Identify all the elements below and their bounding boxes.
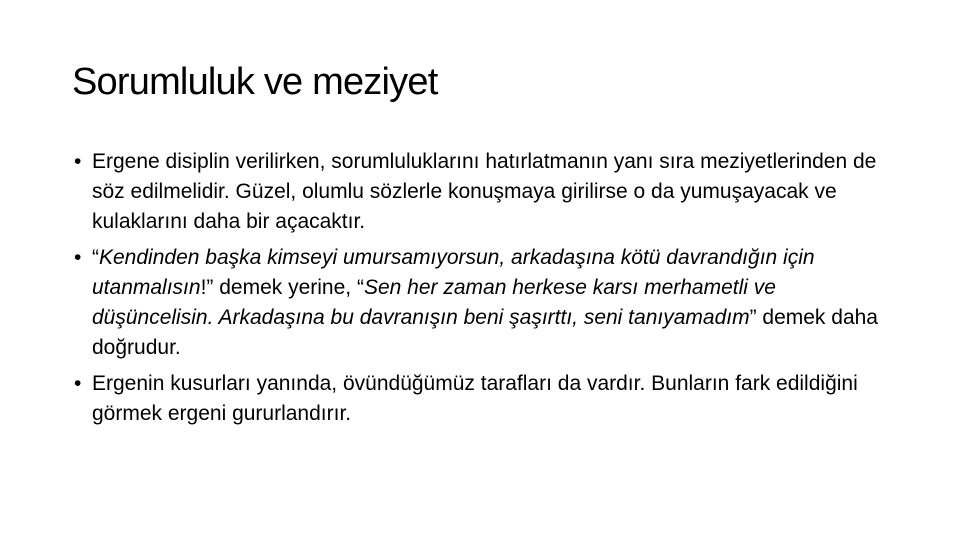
bullet-list: [72, 147, 902, 435]
bullet-italic-quote: Kendinden başka kimseyi umursamıyorsun, arkadaşına kötü davrandığın için utanmalısın: [92, 246, 815, 299]
bullet-text-segment: ” demek daha doğrudur.: [92, 306, 878, 359]
bullet-item: [72, 369, 902, 429]
bullet-text: [92, 246, 878, 359]
bullet-item: [72, 243, 902, 363]
bullet-dot-icon: •: [74, 246, 82, 269]
bullet-dot-icon: •: [74, 150, 82, 173]
bullet-item: [72, 147, 902, 237]
bullet-text-segment: !” demek yerine, “: [200, 276, 364, 299]
bullet-dot-icon: •: [74, 372, 82, 395]
slide-title: Sorumluluk ve meziyet: [72, 61, 438, 103]
bullet-text: Ergene disiplin verilirken, sorumluluklarını hatırlatmanın yanı sıra meziyetlerinden de söz edilmelidir. Güzel, olumlu sözlerle konuşmaya girilirse o da yumuşayacak ve kulaklarını daha bir açacaktır.: [92, 150, 877, 233]
bullet-text-segment: “: [92, 246, 99, 269]
bullet-italic-quote: Sen her zaman herkese karsı merhametli ve düşüncelisin. Arkadaşına bu davranışın beni şaşırttı, seni tanıyamadım: [92, 276, 776, 329]
bullet-text: Ergenin kusurları yanında, övündüğümüz tarafları da vardır. Bunların fark edildiğini görmek ergeni gururlandırır.: [92, 372, 858, 425]
